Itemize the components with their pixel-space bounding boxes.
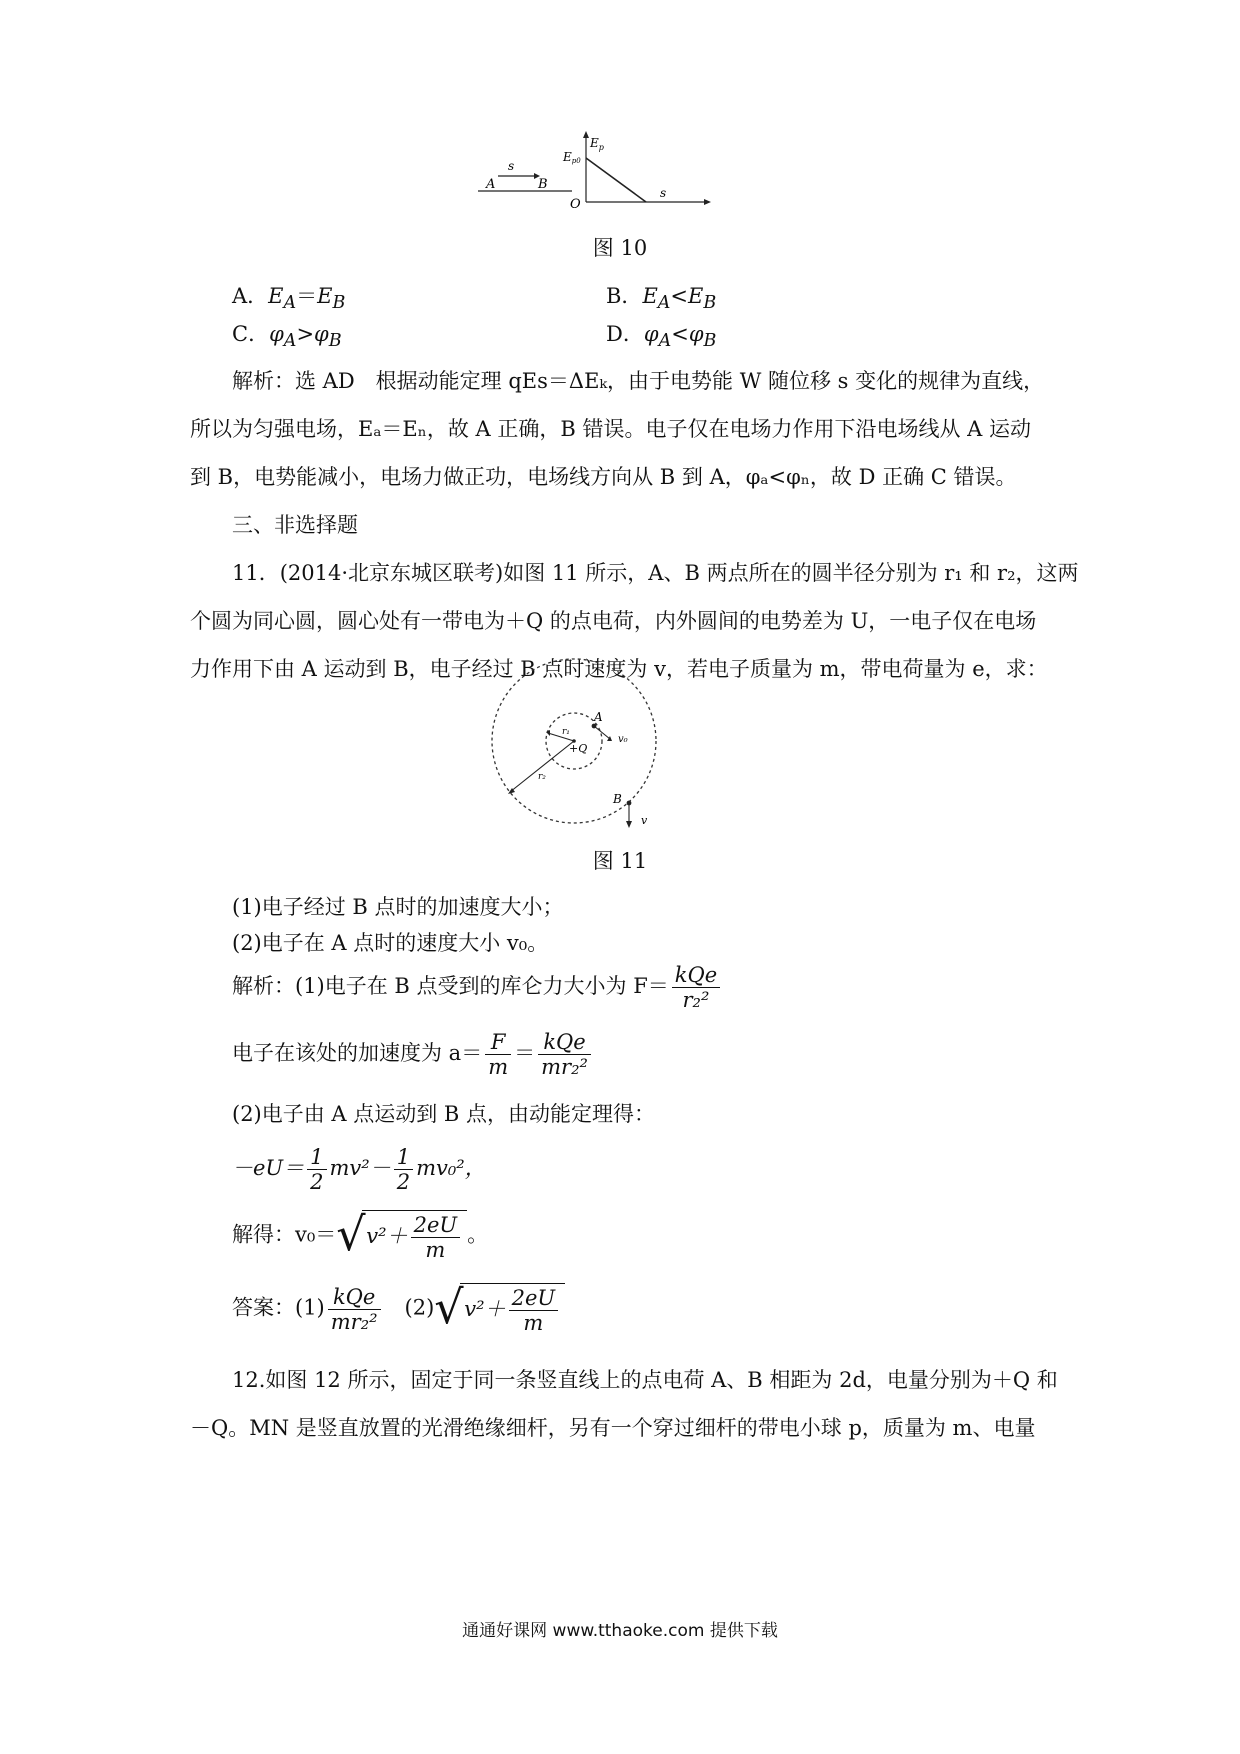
figure-11 xyxy=(488,655,668,835)
option-d: D．$\varphi_A<\varphi_B$ xyxy=(606,322,717,352)
fig11-v0-label: v₀ xyxy=(618,734,628,745)
page-footer: 通通好课网 www.tthaoke.com 提供下载 xyxy=(462,1621,778,1641)
fig11-r2-label: r₂ xyxy=(538,772,546,782)
fig11-a-label: A xyxy=(594,710,603,724)
v-arrow-head xyxy=(626,821,632,828)
q12-line2: －Q。MN 是竖直放置的光滑绝缘细杆，另有一个穿过细杆的带电小球 p，质量为 m、电量 xyxy=(190,1416,1036,1440)
fig11-caption: 图 11 xyxy=(592,849,648,873)
fig11-b-label: B xyxy=(613,792,622,806)
fig10-s-axis-label: s xyxy=(660,186,667,200)
fig10-ep0-label: Ep0 xyxy=(563,150,581,165)
fig10-a-label: A xyxy=(486,177,496,192)
option-a: A．$E_A=E_B$ xyxy=(232,284,346,314)
answer11: 答案：(1) $\frac{\text{kQe}}{\text{mr₂²}}$ (2) √ v²＋ $\frac{2eU}{m}$ xyxy=(232,1283,1062,1335)
section3-heading: 三、非选择题 xyxy=(232,513,358,537)
coulomb-fraction: $\frac{\text{kQe}}{\text{r₂²}}$ xyxy=(672,963,720,1012)
analysis10-line2: 所以为匀强电场，Eₐ＝Eₙ，故 A 正确，B 错误。电子仅在电场力作用下沿电场线从 A 运动 xyxy=(190,417,1031,441)
sqrt-expression: √ v²＋ $\frac{2eU}{m}$ xyxy=(336,1210,467,1262)
analysis10-line1: 解析：选 AD 根据动能定理 qEs＝ΔEₖ，由于电势能 W 随位移 s 变化的规律为直线， xyxy=(232,369,1045,393)
option-b: B．$E_A<E_B$ xyxy=(606,284,717,314)
fig11-v-label: v xyxy=(641,814,648,827)
q11-sub2: (2)电子在 A 点时的速度大小 v₀。 xyxy=(232,931,549,955)
solution11-line5: 解得：v₀＝ √ v²＋ $\frac{2eU}{m}$ 。 xyxy=(232,1207,489,1262)
q11-line1: 11．(2014·北京东城区联考)如图 11 所示，A、B 两点所在的圆半径分别为 r₁ 和 r₂，这两 xyxy=(232,561,1079,585)
fig10-s-label: s xyxy=(508,159,515,173)
option-c: C．$\varphi_A>\varphi_B$ xyxy=(232,322,342,352)
analysis10-line3: 到 B，电势能减小，电场力做正功，电场线方向从 B 到 A，φₐ<φₙ，故 D 正确 C 错误。 xyxy=(190,465,1017,489)
q11-sub1: (1)电子经过 B 点时的加速度大小； xyxy=(232,895,564,919)
fig10-ep-label: $E_p$ xyxy=(590,136,604,152)
ep-axis-head xyxy=(583,131,589,138)
fig10-origin-label: O xyxy=(570,197,581,212)
r1-line xyxy=(548,733,574,741)
q11-line3: 力作用下由 A 运动到 B，电子经过 B 点时速度为 v，若电子质量为 m，带电荷量为 e，求： xyxy=(190,657,1048,681)
fig11-q-label: +Q xyxy=(569,742,588,755)
solution11-line2: 电子在该处的加速度为 a＝ $\frac{F}{m}$ ＝ $\frac{\text{kQe}}{\text{mr₂²}}$ xyxy=(232,1030,1062,1079)
solution11-line3: (2)电子由 A 点运动到 B 点，由动能定理得： xyxy=(232,1102,656,1126)
point-b xyxy=(627,801,632,806)
fig10-caption: 图 10 xyxy=(592,236,648,260)
v0-arrow xyxy=(594,726,610,739)
q12-line1: 12.如图 12 所示，固定于同一条竖直线上的点电荷 A、B 相距为 2d，电量分别为＋Q 和 xyxy=(232,1368,1058,1392)
figure-10 xyxy=(470,130,720,215)
s-axis-head xyxy=(704,199,711,205)
r2-line xyxy=(510,741,574,792)
ep-line xyxy=(586,158,646,202)
solution11-line4: －eU＝ $\frac{1}{2}$ mv²－ $\frac{1}{2}$ mv₀²， xyxy=(232,1145,486,1194)
q11-line2: 个圆为同心圆，圆心处有一带电为＋Q 的点电荷，内外圆间的电势差为 U，一电子仅在电场 xyxy=(190,609,1037,633)
fig10-b-label: B xyxy=(538,177,548,192)
solution11-line1: 解析：(1)电子在 B 点受到的库仑力大小为 F＝ $\frac{\text{kQe}}{\text{r₂²}}$ xyxy=(232,963,1062,1012)
fig11-r1-label: r₁ xyxy=(562,727,570,737)
